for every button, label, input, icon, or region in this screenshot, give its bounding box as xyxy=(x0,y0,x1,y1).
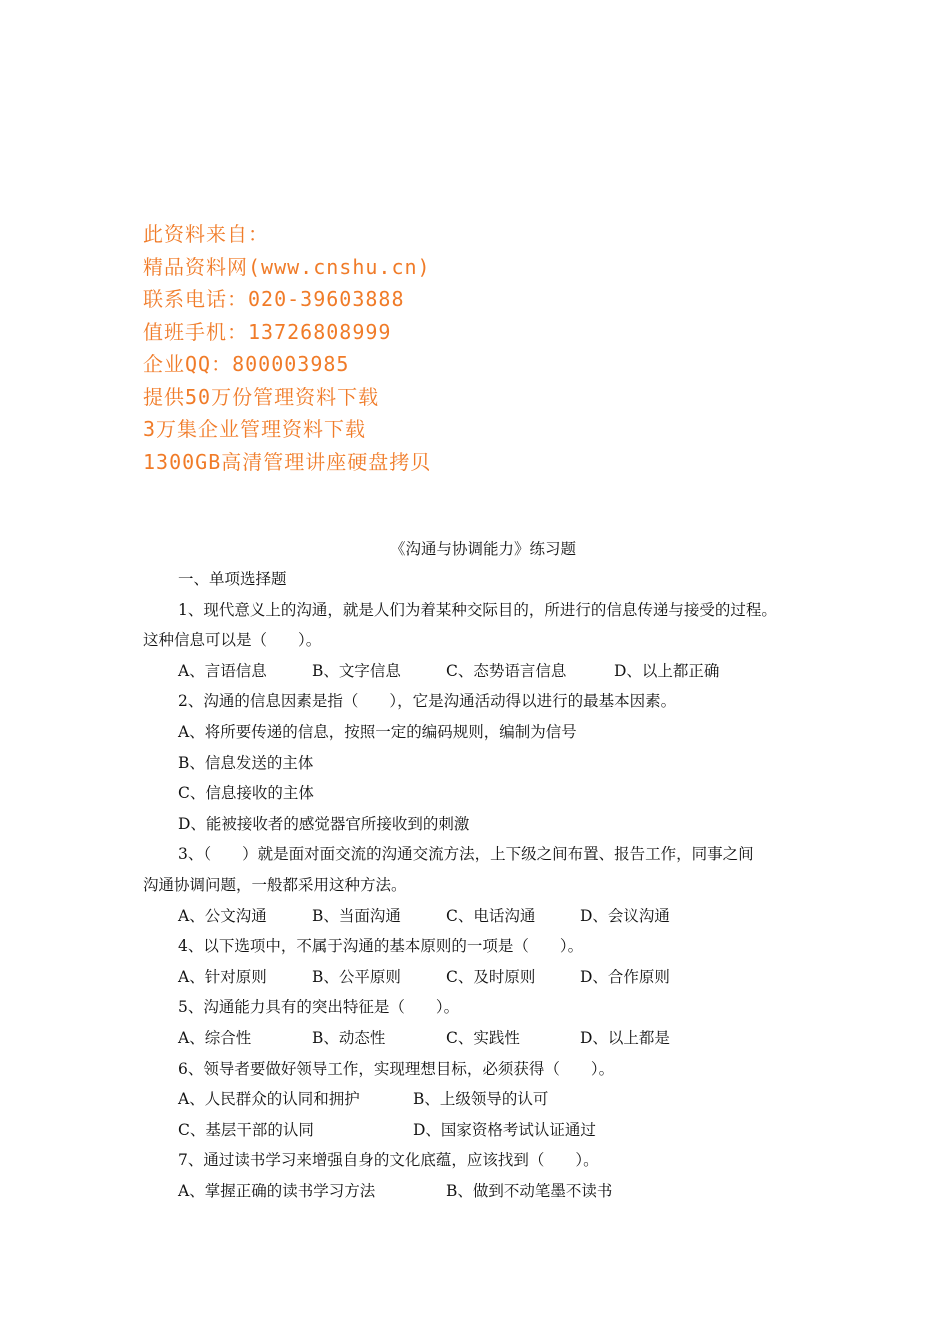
option-c: C、电话沟通 xyxy=(446,906,536,925)
option-b: B、动态性 xyxy=(312,1028,386,1047)
question-5: 5、沟通能力具有的突出特征是（ ）。 xyxy=(178,998,460,1017)
question-6-options-row2 xyxy=(143,1115,823,1146)
promo-block xyxy=(143,218,431,478)
option-c: C、实践性 xyxy=(446,1028,520,1047)
option-b: B、文字信息 xyxy=(312,661,401,680)
question-4: 4、以下选项中，不属于沟通的基本原则的一项是（ ）。 xyxy=(178,937,584,956)
option-a: A、公文沟通 xyxy=(178,906,267,925)
promo-line: 1300GB高清管理讲座硬盘拷贝 xyxy=(143,449,432,474)
option-a: A、人民群众的认同和拥护 xyxy=(178,1090,360,1109)
promo-line: 联系电话：020-39603888 xyxy=(143,287,405,311)
question-7-options xyxy=(143,1176,823,1207)
promo-line: 3万集企业管理资料下载 xyxy=(143,417,367,441)
option-b: B、当面沟通 xyxy=(312,906,401,925)
exercise-document xyxy=(143,534,823,1206)
question-6: 6、领导者要做好领导工作，实现理想目标，必须获得（ ）。 xyxy=(178,1059,615,1078)
option-d: D、会议沟通 xyxy=(580,906,670,925)
question-3-cont: 沟通协调问题，一般都采用这种方法。 xyxy=(143,875,407,894)
option-a: A、综合性 xyxy=(178,1028,252,1047)
option-d: D、国家资格考试认证通过 xyxy=(413,1120,596,1139)
document-title: 《沟通与协调能力》练习题 xyxy=(389,540,576,558)
promo-line: 值班手机：13726808999 xyxy=(143,319,392,344)
option-b: B、公平原则 xyxy=(312,967,401,986)
option-c: C、及时原则 xyxy=(446,967,536,986)
option-b: B、上级领导的认可 xyxy=(413,1090,549,1109)
option-d: D、以上都正确 xyxy=(614,661,720,680)
promo-line: 提供50万份管理资料下载 xyxy=(143,384,380,409)
question-1: 1、现代意义上的沟通，就是人们为着某种交际目的，所进行的信息传递与接受的过程。 xyxy=(178,600,777,619)
question-2: 2、沟通的信息因素是指（ ），它是沟通活动得以进行的最基本因素。 xyxy=(178,692,677,711)
question-7: 7、通过读书学习来增强自身的文化底蕴，应该找到（ ）。 xyxy=(178,1151,599,1170)
promo-line: 精品资料网(www.cnshu.cn) xyxy=(143,254,431,279)
section-heading: 一、单项选择题 xyxy=(178,570,287,588)
option-c: C、基层干部的认同 xyxy=(178,1120,314,1139)
question-1-options xyxy=(143,656,823,687)
question-4-options xyxy=(143,962,823,993)
option-d: D、能被接收者的感觉器官所接收到的刺激 xyxy=(178,814,470,833)
option-a: A、将所要传递的信息，按照一定的编码规则，编制为信号 xyxy=(178,722,577,741)
option-a: A、针对原则 xyxy=(178,967,267,986)
option-d: D、合作原则 xyxy=(580,967,670,986)
promo-line: 企业QQ：800003985 xyxy=(143,352,350,376)
promo-line: 此资料来自： xyxy=(143,222,269,246)
option-b: B、信息发送的主体 xyxy=(178,753,314,772)
option-c: C、信息接收的主体 xyxy=(178,784,314,803)
question-5-options xyxy=(143,1023,823,1054)
option-d: D、以上都是 xyxy=(580,1028,670,1047)
option-a: A、言语信息 xyxy=(178,661,267,680)
question-3-options xyxy=(143,901,823,932)
option-b: B、做到不动笔墨不读书 xyxy=(446,1181,613,1200)
option-c: C、态势语言信息 xyxy=(446,661,567,680)
question-6-options-row1 xyxy=(143,1084,823,1115)
question-3: 3、（ ）就是面对面交流的沟通交流方法，上下级之间布置、报告工作，同事之间 xyxy=(178,845,754,864)
question-1-cont: 这种信息可以是（ ）。 xyxy=(143,631,322,650)
option-a: A、掌握正确的读书学习方法 xyxy=(178,1181,376,1200)
